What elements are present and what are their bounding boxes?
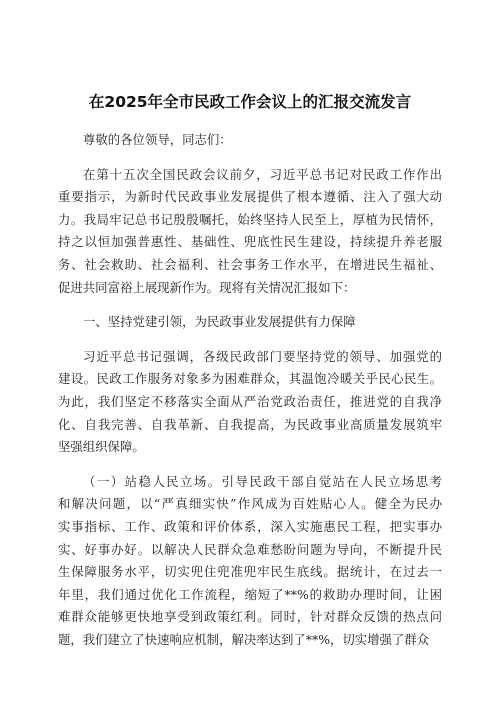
text-line: （一）站稳人民立场。引导民政干部自觉站在人民立场思考 <box>83 473 442 489</box>
text-line: 化、自我完善、自我革新、自我提高，为民政事业高质量发展筑牢 <box>58 416 442 432</box>
text-line: 促进共同富裕上展现新作为。现将有关情况汇报如下： <box>58 279 356 295</box>
document-title: 在2025年全市民政工作会议上的汇报交流发言 <box>88 93 412 111</box>
text-line: 一、坚持党建引领，为民政事业发展提供有力保障 <box>83 314 356 330</box>
text-line: 实事指标、工作、政策和评价体系，深入实施惠民工程，把实事办 <box>58 518 442 534</box>
text-line: 年里，我们通过优化工作流程，缩短了**%的救助办理时间，让困 <box>58 586 442 602</box>
text-line: 生保障服务水平，切实兜住兜准兜牢民生底线。据统计，在过去一 <box>58 564 442 580</box>
text-line: 难群众能够更快地享受到政策红利。同时，针对群众反馈的热点问 <box>58 609 442 625</box>
text-line: 为此，我们坚定不移落实全面从严治党政治责任，推进党的自我净 <box>58 393 442 409</box>
text-line: 题，我们建立了快速响应机制，解决率达到了**%，切实增强了群众 <box>58 631 430 647</box>
paragraph <box>58 164 442 300</box>
text-line: 务、社会救助、社会福利、社会事务工作水平，在增进民生福祉、 <box>58 256 442 272</box>
paragraph-gap <box>58 299 442 311</box>
paragraph <box>58 471 442 652</box>
text-line: 实、好事办好。以解决人民群众急难愁盼问题为导向，不断提升民 <box>58 541 442 557</box>
paragraph <box>58 346 442 459</box>
paragraph-gap <box>58 459 442 471</box>
text-line: 习近平总书记强调，各级民政部门要坚持党的领导、加强党的 <box>83 348 442 364</box>
text-line: 和解决问题，以“严真细实快”作风成为百姓贴心人。健全为民办 <box>58 496 442 512</box>
text-line: 持之以恒加强普惠性、基础性、兜底性民生建设，持续提升养老服 <box>58 234 442 250</box>
text-line: 在第十五次全国民政会议前夕，习近平总书记对民政工作作出 <box>83 166 442 182</box>
document-body <box>58 129 442 651</box>
text-line: 建设。民政工作服务对象多为困难群众，其温饱冷暖关乎民心民生。 <box>58 371 442 387</box>
text-line: 力。我局牢记总书记殷殷嘱托，始终坚持人民至上，厚植为民情怀， <box>58 211 442 227</box>
paragraph <box>58 311 442 334</box>
salutation: 尊敬的各位领导，同志们： <box>83 132 232 147</box>
paragraph-gap <box>58 152 442 164</box>
paragraph-gap <box>58 334 442 346</box>
text-line: 坚强组织保障。 <box>58 439 145 455</box>
paragraph-list <box>58 164 442 652</box>
text-line: 重要指示，为新时代民政事业发展提供了根本遵循、注入了强大动 <box>58 189 442 205</box>
